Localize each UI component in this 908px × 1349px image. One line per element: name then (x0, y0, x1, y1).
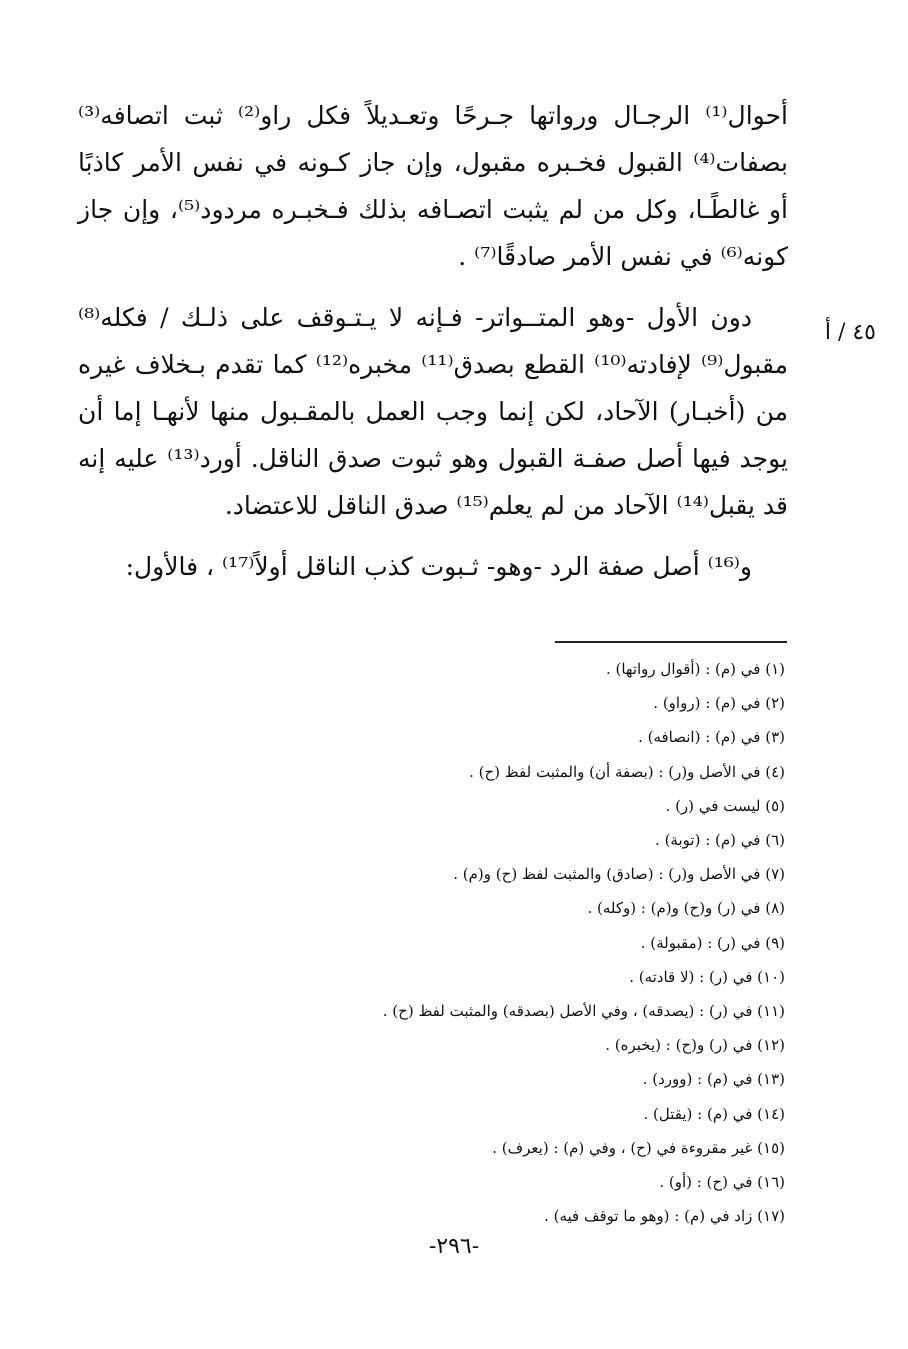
main-body (78, 92, 788, 590)
paragraph-1: أحوال⁽¹⁾ الرجـال ورواتها جـرحًا وتعـديلاً فكل راو⁽²⁾ ثبت اتصافه⁽³⁾ بصفات⁽⁴⁾ القبول فخـبره مقبول، وإن جاز كـونه في نفس الأمر كاذبًا أو غالطًـا، وكل من لم يثبت اتصـافه بذلك فـخبـره مردود⁽⁵⁾، وإن جاز كونه⁽⁶⁾ في نفس الأمر صادقًا⁽⁷⁾ . (78, 101, 789, 271)
footnote-11: (١١) في (ر) : (يصدقه) ، وفي الأصل (بصدقه) والمثبت لفظ (ح) . (382, 1002, 785, 1021)
footnotes (200, 652, 785, 1233)
footnote-4: (٤) في الأصل و(ر) : (بصفة أن) والمثبت لفظ (ح) . (469, 762, 785, 781)
footnote-5: (٥) ليست في (ر) . (665, 796, 785, 815)
footnote-8: (٨) في (ر) و(ح) و(م) : (وكله) . (587, 899, 785, 918)
footnote-15: (١٥) غير مقروءة في (ح) ، وفي (م) : (يعرف) . (492, 1138, 785, 1157)
page-number: -٢٩٦- (428, 1234, 480, 1259)
footnote-10: (١٠) في (ر) : (لا قادته) . (629, 967, 785, 986)
footnote-9: (٩) في (ر) : (مقبولة) . (640, 933, 785, 952)
footnote-13: (١٣) في (م) : (وورد) . (642, 1070, 785, 1089)
folio-marker: ٤٥ / أ (824, 320, 876, 345)
paragraph-2 (78, 294, 788, 529)
footnote-12: (١٢) في (ر) و(ح) : (يخبره) . (605, 1036, 785, 1055)
footnote-14: (١٤) في (م) : (يقتل) . (643, 1104, 785, 1123)
footnote-1: (١) في (م) : (أقوال رواتها) . (605, 660, 785, 678)
footnote-separator (555, 641, 787, 643)
footnote-17: (١٧) زاد في (م) : (وهو ما توقف فيه) . (544, 1207, 785, 1226)
paragraph-3 (78, 543, 788, 590)
paragraph-2-text: دون الأول -وهو المتــواتر- فـإنه لا يـتـوقف على ذلـك / فكله⁽⁸⁾ مقبول⁽⁹⁾ لإفادته⁽¹⁰⁾ القطع بصدق⁽¹¹⁾ مخبره⁽¹²⁾ كما تقدم بـخلاف غيره من (أخبـار) الآحاد، لكن إنما وجب العمل بالمقـبول منها لأنهـا إما أن يوجد فيها أصل صفـة القبول وهو ثبوت صدق الناقل. أورد⁽¹³⁾ عليه إنه قد يقبل⁽¹⁴⁾ الآحاد من لم يعلم⁽¹⁵⁾ صدق الناقل للاعتضاد. (78, 303, 789, 520)
footnote-7: (٧) في الأصل و(ر) : (صادق) والمثبت لفظ (ح) و(م) . (453, 865, 785, 884)
paragraph-3-text: و⁽¹⁶⁾ أصل صفة الرد -وهو- ثـبوت كذب الناقل أولاً⁽¹⁷⁾ ، فالأول: (125, 552, 752, 581)
footnote-3: (٣) في (م) : (انصافه) . (638, 728, 785, 747)
footnote-16: (١٦) في (ح) : (أو) . (659, 1173, 785, 1192)
footnote-2: (٢) في (م) : (رواو) . (653, 694, 785, 713)
footnote-6: (٦) في (م) : (توبة) . (655, 831, 785, 850)
